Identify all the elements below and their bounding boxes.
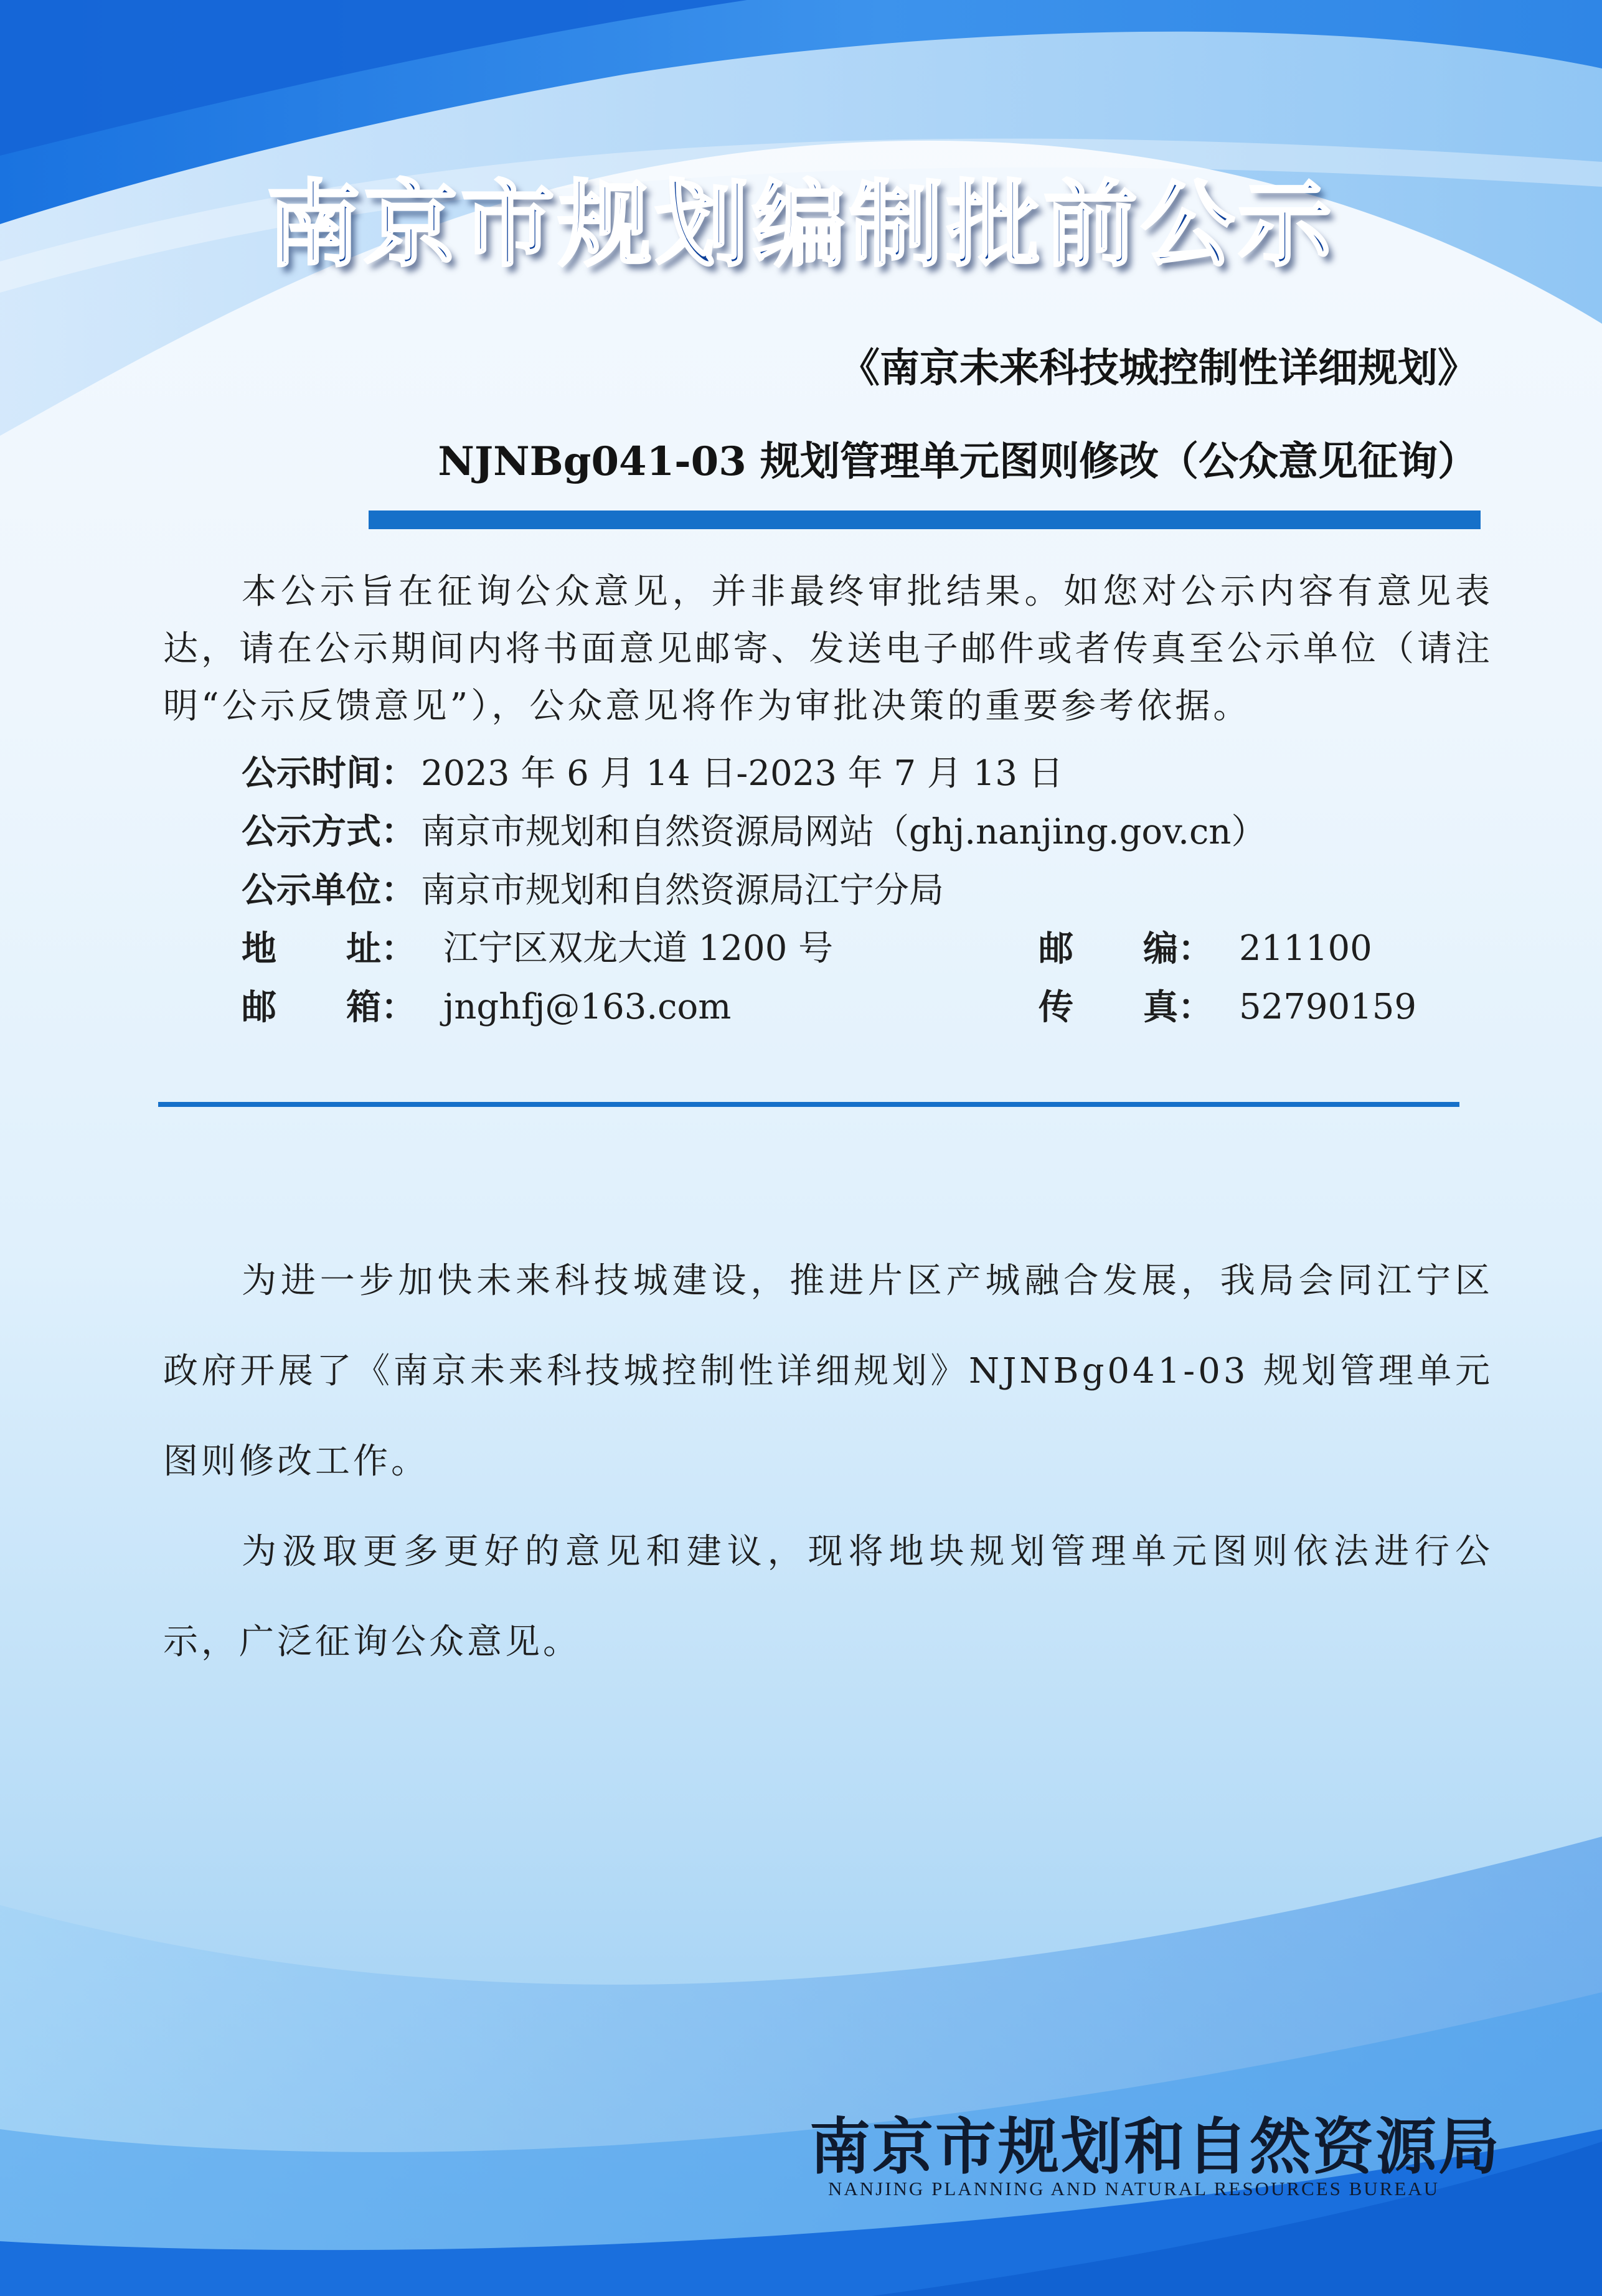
address-value: 江宁区双龙大道 1200 号 [443, 928, 834, 969]
postcode-value: 211100 [1239, 928, 1372, 969]
notice-paragraph: 本公示旨在征询公众意见，并非最终审批结果。如您对公示内容有意见表达，请在公示期间内将书面意见邮寄、发送电子邮件或者传真至公示单位（请注明“公示反馈意见”），公众意见将作为审批决策的重要参考依据。 [163, 572, 1493, 727]
plan-subtitle: NJNBg041-03 规划管理单元图则修改（公众意见征询） [438, 438, 1477, 485]
body-paragraph-1: 为进一步加快未来科技城建设，推进片区产城融合发展，我局会同江宁区政府开展了《南京未来科技城控制性详细规划》NJNBg041-03 规划管理单元图则修改工作。 [163, 1261, 1493, 1482]
plan-title: 《南京未来科技城控制性详细规划》 [840, 345, 1477, 392]
email-label: 邮 箱： [242, 987, 416, 1028]
notice-time-value: 2023 年 6 月 14 日-2023 年 7 月 13 日 [421, 753, 1063, 794]
notice-method-row [242, 802, 1266, 861]
page-title: 南京市规划编制批前公示 [266, 170, 1336, 280]
address-label: 地 址： [242, 928, 416, 969]
notice-unit-label: 公示单位： [242, 870, 416, 911]
body-text [163, 1236, 1493, 1687]
section-divider [158, 1102, 1459, 1107]
body-paragraph-2: 为汲取更多更好的意见和建议，现将地块规划管理单元图则依法进行公示，广泛征询公众意见。 [163, 1531, 1493, 1662]
fax-label: 传 真： [1039, 987, 1213, 1028]
notice-method-label: 公示方式： [242, 811, 416, 852]
footer-org-english: NANJING PLANNING AND NATURAL RESOURCES BUREAU [828, 2178, 1440, 2200]
notice-method-value: 南京市规划和自然资源局网站（ghj.nanjing.gov.cn） [421, 812, 1266, 852]
header-divider [369, 510, 1481, 529]
email-value: jnghfj@163.com [443, 987, 732, 1027]
fax-value: 52790159 [1239, 987, 1417, 1027]
notice-unit-row [242, 861, 944, 920]
notice-time-row [242, 744, 1063, 802]
notice-time-label: 公示时间： [242, 753, 416, 794]
notice-unit-value: 南京市规划和自然资源局江宁分局 [421, 870, 944, 911]
footer-org-name: 南京市规划和自然资源局 [809, 2111, 1502, 2183]
postcode-label: 邮 编： [1039, 928, 1213, 969]
